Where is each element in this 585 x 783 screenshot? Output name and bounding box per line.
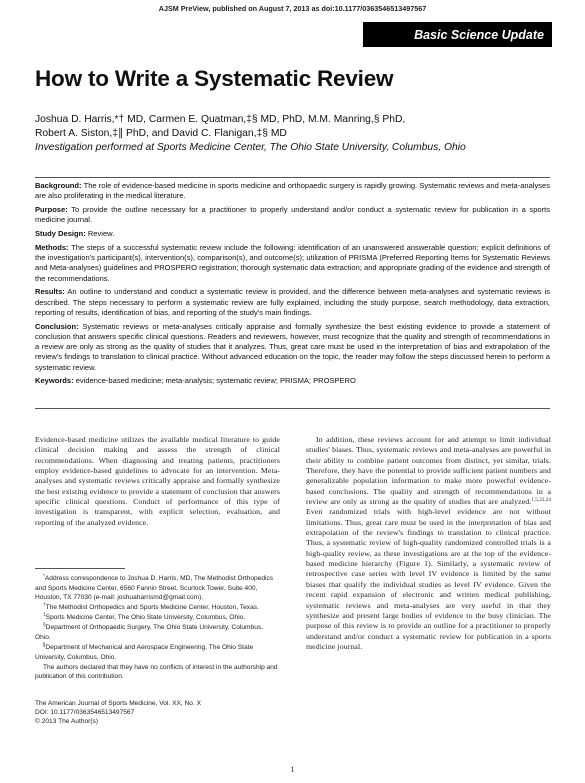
abstract-conclusion [35, 322, 550, 373]
footnote-affiliation-methodist [35, 603, 280, 613]
section-banner-label: Basic Science Update [414, 27, 544, 42]
journal-doi: DOI: 10.1177/0363546513497567 [35, 709, 135, 716]
abstract-background [35, 181, 550, 202]
purpose-label: Purpose: [35, 204, 68, 214]
body-column-left [35, 435, 280, 528]
keywords-text: evidence-based medicine; meta-analysis; systematic review; PRISMA; PROSPERO [75, 376, 356, 386]
footnote-text: Department of Orthopaedic Surgery, The Ohio State University, Columbus, Ohio. [35, 624, 263, 642]
conclusion-label: Conclusion: [35, 321, 79, 331]
abstract-purpose [35, 205, 550, 226]
footnote-text: Department of Mechanical and Aerospace Engineering, The Ohio State University, Columbus, Ohio. [35, 644, 254, 661]
abstract-study-design [35, 229, 550, 239]
background-text: The role of evidence-based medicine in sports medicine and orthopaedic surgery is rapidly growing. Systematic reviews and meta-analyses are also proliferating in the medical literature. [35, 181, 551, 201]
section-banner [363, 22, 552, 47]
study-design-label: Study Design: [35, 228, 86, 238]
footnote-affiliation-orthopaedic [35, 623, 280, 642]
footnotes [35, 574, 280, 683]
study-design-text: Review. [87, 228, 115, 238]
abstract-results [35, 287, 550, 318]
conclusion-text: Systematic reviews or meta-analyses critically appraise and formally synthesize the best existing evidence to provide a statement of conclusion that answers specific clinical questions. Readers and reviewers, however, must recognize that the quality and strength of recommendations in a review are only as strong as the quality of studies that it analyzes. Thus, great care must be used in the interpretation of bias and extrapolation of the review's findings to translation to clinical practice. Without advanced education on the topic, the reader may follow the steps discussed herein to perform a systematic review. [35, 321, 550, 372]
abstract-bottom-rule [35, 408, 550, 409]
footnote-affiliation-sports-medicine [35, 613, 280, 623]
abstract-top-rule [35, 177, 550, 178]
author-line-2: Robert A. Siston,‡∥ PhD, and David C. Flanigan,‡§ MD [35, 128, 287, 139]
footnote-rule [35, 568, 125, 569]
footnote-affiliation-mechanical [35, 643, 280, 662]
results-label: Results: [35, 287, 65, 297]
body-text-b: Even randomized trials with high-level evidence are not without limitations. Thus, great care must be used in the interpretation of bias and extrapolation of the review's findings to translation to clinical practice. Thus, a systematic review of high-quality randomized controlled trials is a high-quality review, as these investigations are at the top of the evidence-based medicine hierarchy (Figure 1). Similarly, a systematic review of retrospective case series with level IV evidence is limited by the same biases that qualify the individual studies as level IV evidence. Given the recent rapid expansion of electronic and written medical publishing, systematic reviews and meta-analyses are very useful in that they synthesize and present large bodies of evidence to the busy clinician. The purpose of this review is to provide an outline for a practitioner to properly understand and/or conduct a systematic review for publication in a sports medicine journal. [306, 507, 551, 651]
footnote-text: The Methodist Orthopedics and Sports Medicine Center, Houston, Texas. [45, 604, 259, 612]
article-title: How to Write a Systematic Review [35, 66, 394, 91]
methods-text: The steps of a successful systematic review include the following: identification of an unanswered answerable question; explicit definitions of the investigation's participant(s), intervention(s), comparison(s), and outcome(s); utilization of PRISMA (Preferred Reporting Items for Systematic Reviews and Meta-analyses) guidelines and PROSPERO registration; thorough systematic data extraction; and appropriate grading of the evidence and strength of the recommendations. [35, 242, 550, 283]
abstract-methods [35, 243, 550, 284]
journal-citation: The American Journal of Sports Medicine, Vol. XX, No. X [35, 700, 202, 707]
footnote-mark: * [43, 574, 45, 579]
results-text: An outline to understand and conduct a systematic review is provided, and the difference between meta-analyses and systematic reviews is described. The steps necessary to perform a systematic review are fully explained, including the study purpose, search methodology, data extraction, reporting of results, identification of bias, and reporting of the study's main findings. [35, 287, 550, 317]
prepublication-notice: AJSM PreView, published on August 7, 2013 as doi:10.1177/0363546513497567 [158, 4, 427, 13]
background-label: Background: [35, 181, 82, 190]
methods-label: Methods: [35, 242, 69, 252]
purpose-text: To provide the outline necessary for a practitioner to properly understand and/or conduct a systematic review for publication in a sports medicine journal. [35, 204, 550, 225]
footnote-text: Address correspondence to Joshua D. Harris, MD, The Methodist Orthopedics and Sports Medicine Center, 6560 Fannin Street, Scurlock Tower, Suite 400, Houston, TX 77030 (e-mail: joshuaharrismd@gmail.com). [35, 575, 274, 602]
footnote-mark: § [43, 623, 46, 629]
footnote-conflicts [35, 663, 280, 682]
author-block [35, 113, 555, 155]
institution-line: Investigation performed at Sports Medicine Center, The Ohio State University, Columbus, Ohio [35, 142, 466, 153]
footnote-text: Sports Medicine Center, The Ohio State University, Columbus, Ohio. [45, 614, 246, 622]
body-column-right [306, 435, 551, 652]
intro-paragraph: Evidence-based medicine utilizes the available medical literature to guide clinical decision making and assess the strength of clinical recommendations. When diagnosing and treating patients, practitioners employ evidence-based guidelines to advocate for an intervention. Meta-analyses and systematic reviews critically appraise and formally synthesize the best existing evidence to provide a statement of conclusion that answers specific clinical questions. Conduct of performance of this type of investigation is transparent, with explicit selection, evaluation, and reporting of the analyzed evidence. [35, 435, 280, 527]
citation-refs: 1,5,22,24 [531, 498, 551, 504]
footnote-correspondence [35, 574, 280, 603]
footnote-text: The authors declared that they have no conflicts of interest in the authorship and publication of this contribution. [35, 663, 278, 681]
body-text-a: In addition, these reviews account for and attempt to limit individual studies' biases. Thus, systematic reviews and meta-analyses are powerful in their ability to combine patient outcomes from distinct, yet similar, trials. Therefore, they have the potential to provide sufficient patient numbers and generalizable population information to make more powerful evidence-based conclusions. The quality and strength of recommendations in a review are only as strong as the quality of studies that are analyzed. [306, 435, 551, 507]
abstract-keywords [35, 376, 550, 386]
footnote-mark: ‡ [43, 613, 46, 619]
keywords-label: Keywords: [35, 376, 74, 386]
footnote-mark: ∥ [43, 643, 46, 649]
page-number: 1 [290, 765, 295, 774]
abstract [35, 181, 550, 390]
journal-info [35, 699, 280, 726]
body-paragraph-right [306, 435, 551, 652]
journal-copyright: © 2013 The Author(s) [35, 718, 99, 725]
footnote-mark: † [43, 603, 46, 609]
author-line-1: Joshua D. Harris,*† MD, Carmen E. Quatman,‡§ MD, PhD, M.M. Manring,§ PhD, [35, 114, 406, 125]
